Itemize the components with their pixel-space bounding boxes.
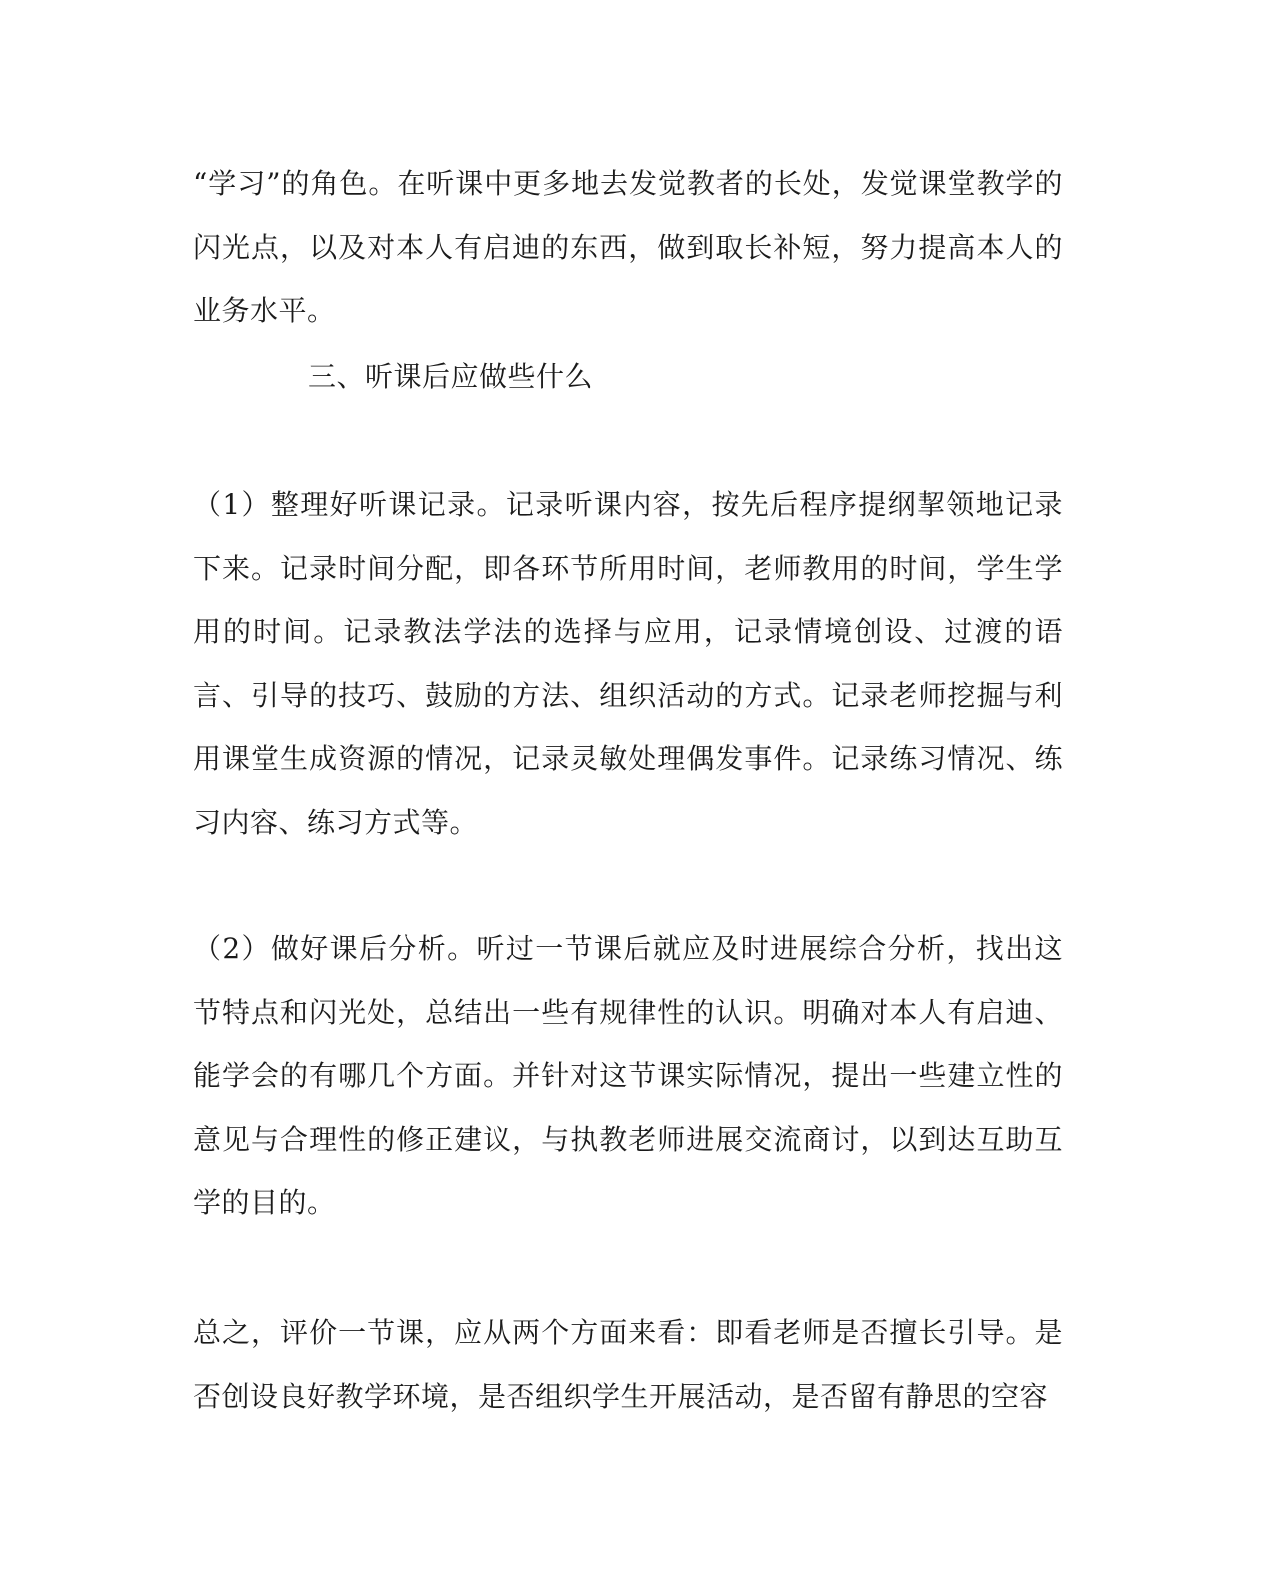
paragraph-post-class-analysis: （2）做好课后分析。听过一节课后就应及时进展综合分析，找出这节特点和闪光处，总结出一些有规律性的认识。明确对本人有启迪、能学会的有哪几个方面。并针对这节课实际情况，提出一些建立性的意见与合理性的修正建议，与执教老师进展交流商讨，以到达互助互学的目的。 — [193, 932, 1063, 1219]
paragraph-learning-role: “学习”的角色。在听课中更多地去发觉教者的长处，发觉课堂教学的闪光点，以及对本人有启迪的东西，做到取长补短，努力提高本人的业务水平。 — [193, 167, 1063, 327]
paragraph-summary: 总之，评价一节课，应从两个方面来看：即看老师是否擅长引导。是否创设良好教学环境，是否组织学生开展活动，是否留有静思的空容 — [193, 1316, 1063, 1413]
paragraph-organize-records: （1）整理好听课记录。记录听课内容，按先后程序提纲挈领地记录下来。记录时间分配，即各环节所用时间，老师教用的时间，学生学用的时间。记录教法学法的选择与应用，记录情境创设、过渡的语言、引导的技巧、鼓励的方法、组织活动的方式。记录老师挖掘与利用课堂生成资源的情况，记录灵敏处理偶发事件。记录练习情况、练习内容、练习方式等。 — [193, 488, 1063, 839]
section-heading-after-class: 三、听课后应做些什么 — [308, 360, 594, 393]
